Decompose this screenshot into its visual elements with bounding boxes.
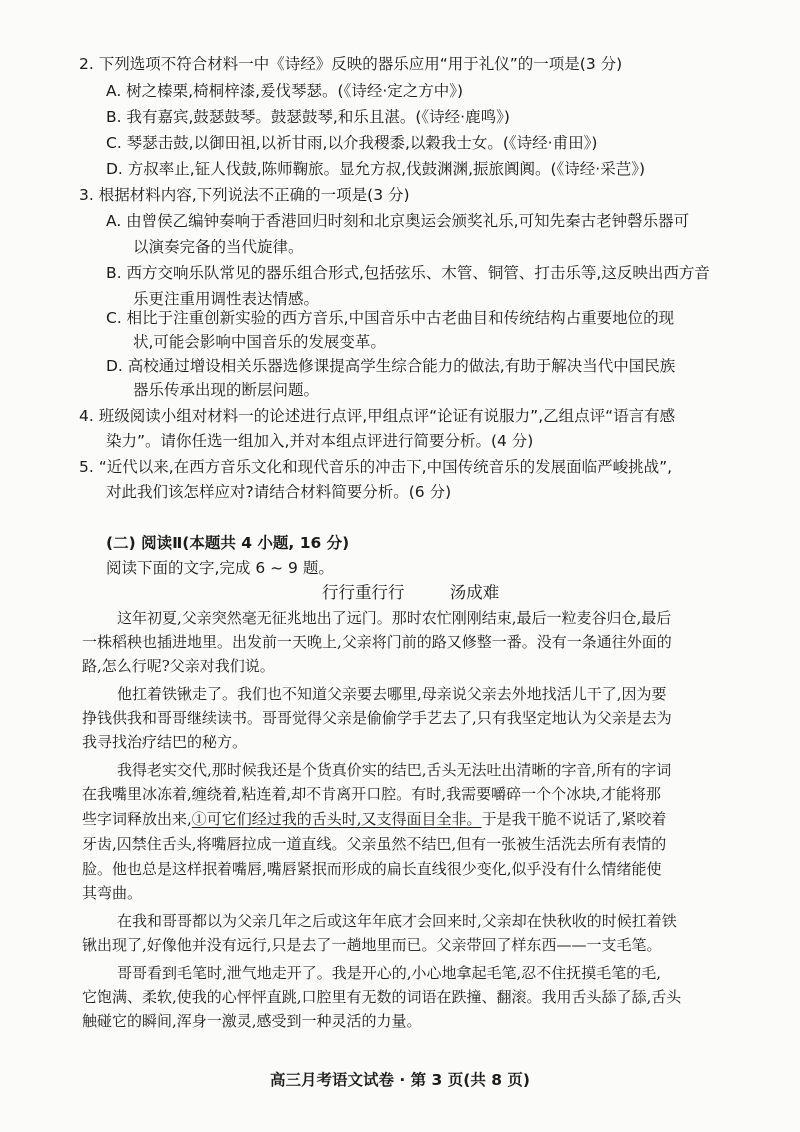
passage-text: 于是我干脆不说话了,紧咬着: [481, 810, 667, 828]
passage-line: 锹出现了,好像他并没有远行,只是去了一趟地里而已。父亲带回了样东西——一支毛笔。: [82, 936, 662, 954]
passage-title: 行行重行行: [322, 583, 405, 602]
passage-line: 在我和哥哥都以为父亲几年之后或这年年底才会回来时,父亲却在快秋收的时候扛着铁: [117, 912, 677, 930]
passage-line: 一株稻秧也插进地里。出发前一天晚上,父亲将门前的路又修整一番。没有一条通往外面的: [82, 633, 672, 651]
question-4-stem-cont: 染力”。请你任选一组加入,并对本组点评进行简要分析。(4 分): [106, 432, 534, 450]
passage-line: 挣钱供我和哥哥继续读书。哥哥觉得父亲是偷偷学手艺去了,只有我坚定地认为父亲是去为: [82, 709, 672, 727]
passage-line: 其弯曲。: [82, 884, 143, 902]
question-2-stem: 2. 下列选项不符合材料一中《诗经》反映的器乐应用“用于礼仪”的一项是(3 分): [79, 55, 623, 73]
underlined-sentence-1: ①可它们经过我的舌头时,又支得面目全非。: [191, 810, 482, 828]
passage-line: 我得老实交代,那时候我还是个货真价实的结巴,舌头无法吐出清晰的字音,所有的字词: [117, 761, 672, 779]
passage-line: 我寻找治疗结巴的秘方。: [82, 733, 248, 751]
passage-line: 路,怎么行呢?父亲对我们说。: [82, 657, 275, 675]
passage-line: 触碰它的瞬间,浑身一激灵,感受到一种灵活的力量。: [82, 1012, 422, 1030]
question-3-option-a: A. 由曾侯乙编钟奏响于香港回归时刻和北京奥运会颁奖礼乐,可知先秦古老钟磬乐器可: [106, 212, 690, 230]
question-3-option-c-cont: 状,可能会影响中国音乐的发展变革。: [133, 333, 386, 351]
passage-line: 脸。他也总是这样抿着嘴唇,嘴唇紧抿而形成的扁长直线很少变化,似乎没有什么情绪能使: [82, 860, 662, 878]
section-instruction: 阅读下面的文字,完成 6 ~ 9 题。: [106, 559, 334, 577]
question-3-option-c: C. 相比于注重创新实验的西方音乐,中国音乐中古老曲目和传统结构占重要地位的现: [106, 309, 675, 327]
question-3-option-d-cont: 器乐传承出现的断层问题。: [133, 381, 320, 399]
passage-text: 些字词释放出来,: [82, 810, 192, 828]
question-5-stem: 5. “近代以来,在西方音乐文化和现代音乐的冲击下,中国传统音乐的发展面临严峻挑战”,: [79, 458, 673, 476]
section-heading: (二) 阅读Ⅱ(本题共 4 小题, 16 分): [106, 534, 350, 552]
passage-line: 哥哥看到毛笔时,泄气地走开了。我是开心的,小心地拿起毛笔,忍不住抚摸毛笔的毛,: [117, 964, 662, 982]
question-4-stem: 4. 班级阅读小组对材料一的论述进行点评,甲组点评“论证有说服力”,乙组点评“语言有感: [79, 407, 676, 425]
question-2-option-c: C. 琴瑟击鼓,以御田祖,以祈甘雨,以介我稷黍,以穀我士女。(《诗经·甫田》): [106, 134, 598, 152]
passage-author: 汤成难: [449, 583, 500, 602]
question-3-option-b: B. 西方交响乐队常见的器乐组合形式,包括弦乐、木管、铜管、打击乐等,这反映出西方音: [106, 264, 710, 282]
passage-line: 在我嘴里冰冻着,缠绕着,粘连着,却不肯离开口腔。有时,我需要嚼碎一个个冰块,才能将那: [82, 785, 661, 803]
question-2-option-d: D. 方叔率止,钲人伐鼓,陈师鞠旅。显允方叔,伐鼓渊渊,振旅阗阗。(《诗经·采芑》): [106, 160, 646, 178]
passage-line: 它饱满、柔软,使我的心怦怦直跳,口腔里有无数的词语在跌撞、翻滚。我用舌头舔了舔,舌头: [82, 988, 682, 1006]
passage-line: 牙齿,囚禁住舌头,将嘴唇拉成一道直线。父亲虽然不结巴,但有一张被生活洗去所有表情的: [82, 835, 667, 853]
question-2-option-a: A. 树之榛栗,椅桐梓漆,爰伐琴瑟。(《诗经·定之方中》): [106, 82, 464, 100]
passage-line: 这年初夏,父亲突然毫无征兆地出了远门。那时农忙刚刚结束,最后一粒麦谷归仓,最后: [117, 609, 672, 627]
page-footer: 高三月考语文试卷 · 第 3 页(共 8 页): [269, 1071, 530, 1089]
question-2-option-b: B. 我有嘉宾,鼓瑟鼓琴。鼓瑟鼓琴,和乐且湛。(《诗经·鹿鸣》): [106, 108, 510, 126]
question-3-option-b-cont: 乐更注重用调性表达情感。: [133, 290, 320, 308]
question-3-stem: 3. 根据材料内容,下列说法不正确的一项是(3 分): [79, 186, 410, 204]
question-5-stem-cont: 对此我们该怎样应对?请结合材料简要分析。(6 分): [106, 483, 452, 501]
passage-title-line: [322, 582, 499, 604]
question-3-option-a-cont: 以演奏完备的当代旋律。: [133, 238, 304, 256]
question-3-option-d: D. 高校通过增设相关乐器选修课提高学生综合能力的做法,有助于解决当代中国民族: [106, 357, 676, 375]
passage-line-with-underline: [82, 808, 666, 830]
passage-line: 他扛着铁锹走了。我们也不知道父亲要去哪里,母亲说父亲去外地找活儿干了,因为要: [117, 685, 667, 703]
